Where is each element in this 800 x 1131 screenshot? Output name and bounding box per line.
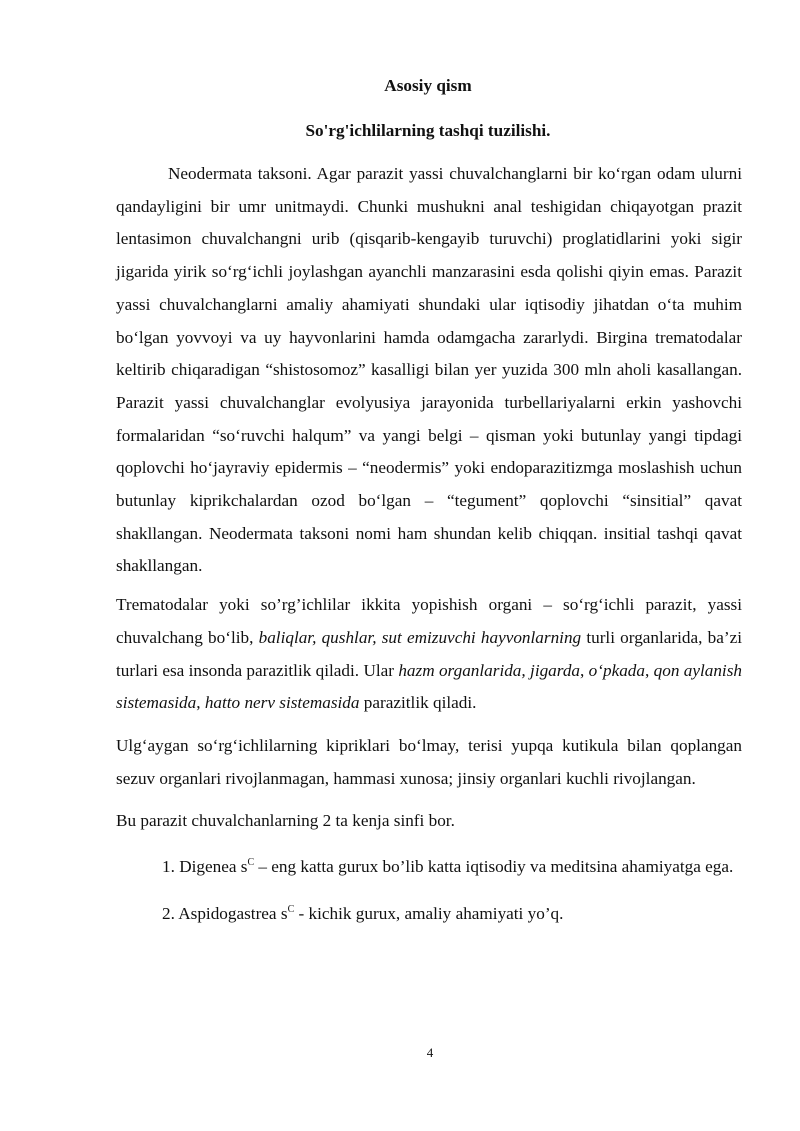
superscript: C <box>287 903 295 915</box>
italic-segment: hazm organlarida, jigarda <box>398 660 581 680</box>
paragraph-ulgaygan: Ulg‘aygan so‘rg‘ichlilarning kipriklari bo‘lmay, terisi yupqa kutikula bilan qoplangan sezuv organlari rivojlanmagan, hammasi xunosa; jinsiy organlari kuchli rivojlangan. <box>116 735 742 788</box>
paragraph-kenja-sinf: Bu parazit chuvalchanlarning 2 ta kenja sinfi bor. <box>116 811 455 831</box>
section-title: Asosiy qism <box>384 76 472 95</box>
list-item-prefix: 2. Aspidogastrea s <box>162 903 288 923</box>
text-segment: parazitlik qiladi. <box>359 693 477 713</box>
text-segment: turli organlarida, ba’zi turlari esa insonda parazitlik qiladi. Ular <box>116 627 742 680</box>
paragraph-trematodalar <box>116 589 742 720</box>
text-segment: , <box>196 693 205 713</box>
page-number: 4 <box>426 1045 434 1060</box>
superscript: C <box>247 857 255 869</box>
text-segment: Trematodalar yoki so’rg’ichlilar ikkita yopishish organi – so‘rg‘ichli parazit, yassi chuvalchang bo‘lib, <box>116 595 742 647</box>
list-item-digenea <box>116 851 742 884</box>
italic-segment: baliqlar, qushlar, sut emizuvchi hayvonlarning <box>258 627 582 647</box>
body-text <box>116 158 742 930</box>
list-item-prefix: 1. Digenea s <box>162 857 248 877</box>
italic-segment: qon aylanish sistemasida <box>116 660 742 713</box>
text-segment: , <box>644 660 654 680</box>
italic-segment: hatto nerv sistemasida <box>204 693 360 713</box>
paragraph-neodermata: Neodermata taksoni. Agar parazit yassi chuvalchanglarni bir ko‘rgan odam ulurni qandayligini bir umr unitmaydi. Chunki mushukni anal teshigidan chiqayotgan prazit lentasimon chuvalchangni urib (qisqarib-kengayib turuvchi) proglatidlarini yoki sigir jigarida yirik so‘rg‘ichli joylashgan ayanchli manzarasini esda qolishi qiyin emas. Parazit yassi chuvalchanglarni amaliy ahamiyati shundaki ular iqtisodiy jihatdan o‘ta muhim bo‘lgan yovvoyi va uy hayvonlarini hamda odamgacha zararlydi. Birgina trematodalar keltirib chiqaradigan “shistosomoz” kasalligi bilan yer yuzida 300 mln aholi kasallangan. Parazit yassi chuvalchanglar evolyusiya jarayonida turbellariyalarni erkin yashovchi formalaridan “so‘ruvchi halqum” va yangi belgi – qisman yoki butunlay yangi tipdagi qoplovchi ho‘jayraviy epidermis – “neodermis” yoki endoparazitizmga moslashish uchun butunlay kiprikchalardan ozod bo‘lgan – “tegument” qoplovchi “sinsitial” qavat shakllangan. Neodermata taksoni nomi ham shundan kelib chiqqan. insitial tashqi qavat shakllangan. <box>116 164 742 576</box>
list-item-aspidogastrea <box>116 898 742 931</box>
italic-segment: o‘pkada <box>588 660 645 680</box>
list-item-text: – eng katta gurux bo’lib katta iqtisodiy va meditsina ahamiyatga ega. <box>254 857 734 877</box>
text-segment: , <box>580 660 589 680</box>
list-item-text: - kichik gurux, amaliy ahamiyati yo’q. <box>294 903 564 923</box>
subtitle: So'rg'ichlilarning tashqi tuzilishi. <box>305 121 551 140</box>
